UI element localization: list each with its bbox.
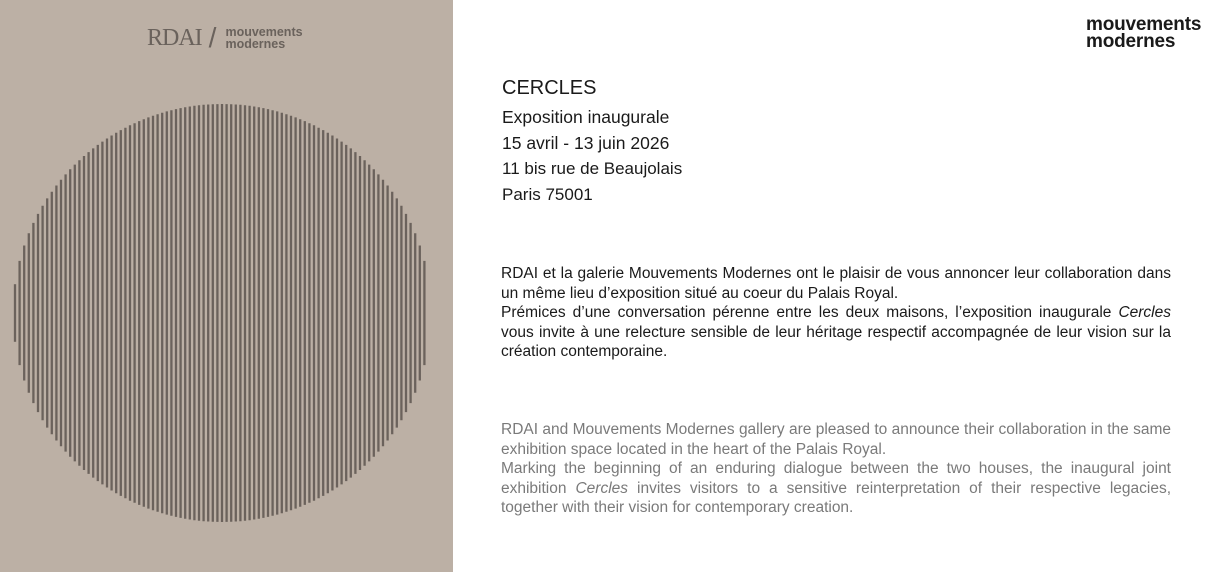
french-description bbox=[501, 264, 1171, 362]
poster-logo-slash: / bbox=[208, 22, 217, 53]
english-p2-end: invites visitors to a sensitive reinterpretation of their respective legacies, together with their vision for contemporary creation. bbox=[501, 479, 1172, 516]
event-title: CERCLES bbox=[502, 77, 597, 99]
event-dates: 15 avril - 13 juin 2026 bbox=[502, 133, 670, 153]
event-address: 11 bis rue de Beaujolais bbox=[502, 159, 683, 178]
poster-logo-mm-line2: modernes bbox=[225, 37, 286, 51]
english-p2-italic-title: Cercles bbox=[575, 479, 629, 497]
french-p2-end: vous invite à une relecture sensible de leur héritage respectif accompagnée de leur vision sur la création contemporaine. bbox=[501, 323, 1171, 360]
brand-logo-line1: mouvements bbox=[1086, 14, 1202, 35]
poster-logo-rdai: RDAI bbox=[147, 25, 202, 51]
french-p2-italic-title: Cercles bbox=[1118, 304, 1171, 321]
event-subtitle: Exposition inaugurale bbox=[502, 107, 670, 127]
english-description bbox=[501, 420, 1171, 518]
french-paragraph-1: RDAI et la galerie Mouvements Modernes ont le plaisir de vous annoncer leur collaboration dans un même lieu d’exposition situé au coeur du Palais Royal. bbox=[501, 265, 1171, 302]
event-city: Paris 75001 bbox=[502, 185, 593, 204]
event-info bbox=[502, 76, 682, 208]
english-paragraph-1: RDAI and Mouvements Modernes gallery are pleased to announce their collaboration in the same exhibition space located in the heart of the Palais Royal. bbox=[501, 421, 1171, 458]
french-paragraph-2 bbox=[501, 303, 1171, 362]
french-p2-start: Prémices d’une conversation pérenne entre les deux maisons, l’exposition inaugurale bbox=[501, 304, 1119, 321]
english-paragraph-2 bbox=[501, 459, 1171, 518]
striped-circle-artwork bbox=[0, 0, 453, 572]
brand-logo[interactable] bbox=[1086, 16, 1201, 50]
brand-logo-line2: modernes bbox=[1086, 31, 1176, 52]
english-p2-start: Marking the beginning of an enduring dialogue between the two houses, the inaugural joint exhibition bbox=[501, 460, 1171, 497]
poster-logo-mm-line1: mouvements bbox=[225, 25, 303, 39]
exhibition-poster bbox=[0, 0, 453, 572]
